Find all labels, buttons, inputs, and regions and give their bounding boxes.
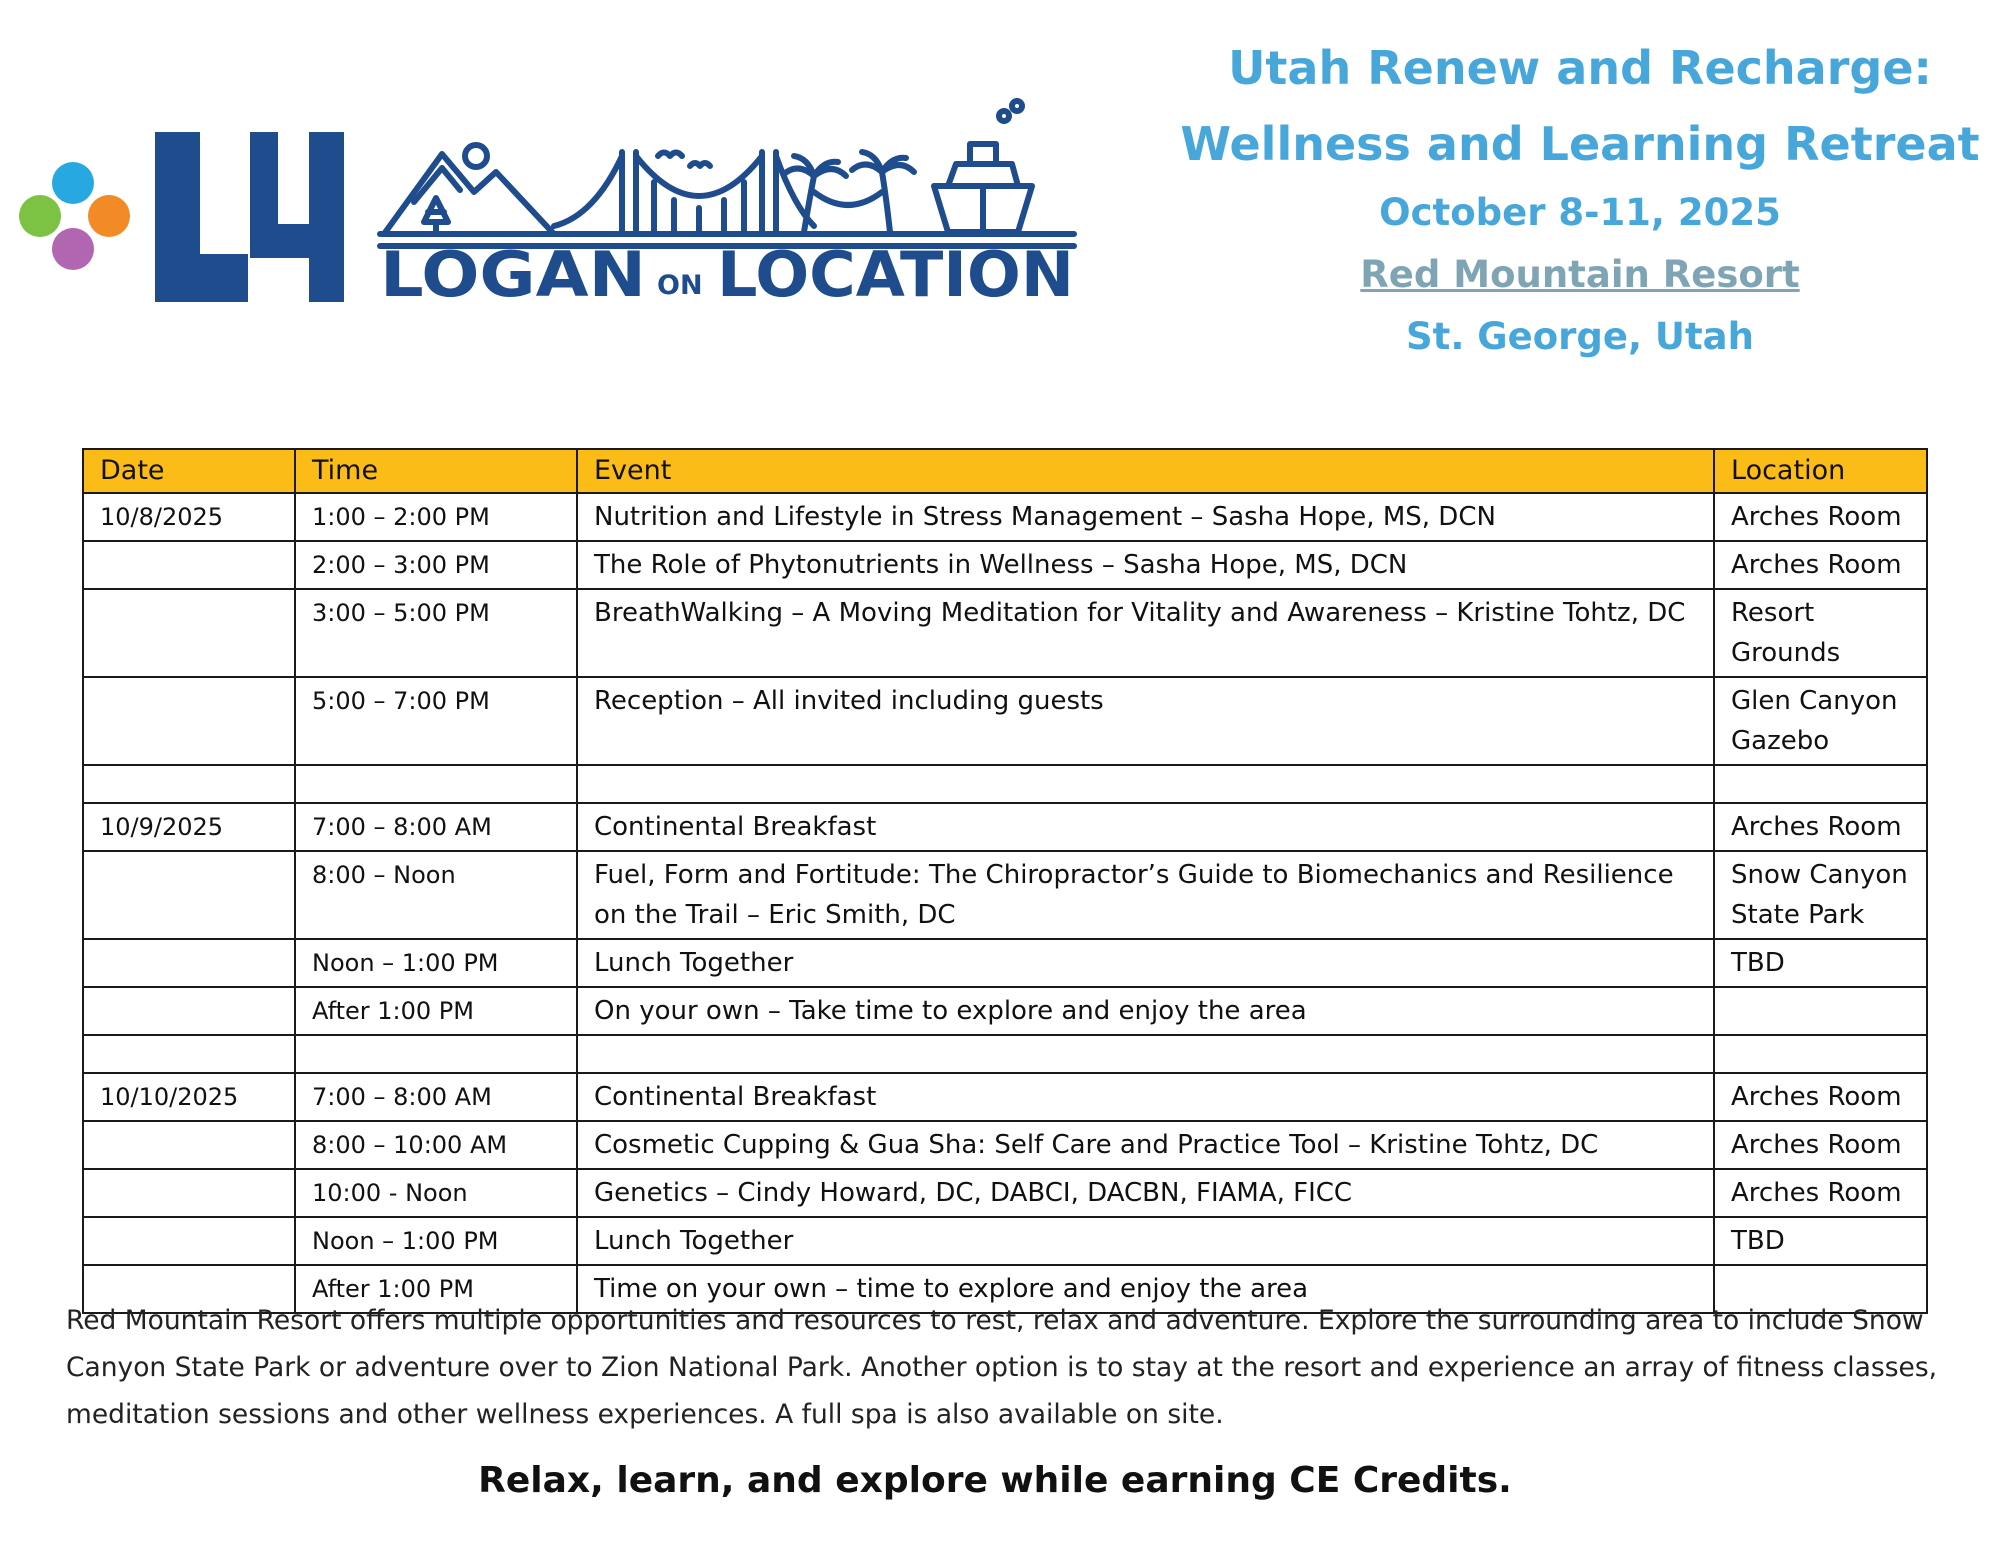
event-cell: Continental Breakfast (577, 1073, 1714, 1121)
time-cell: 7:00 – 8:00 AM (295, 803, 577, 851)
table-row (83, 803, 1927, 851)
pine-tree-icon (424, 198, 448, 232)
time-cell: 2:00 – 3:00 PM (295, 541, 577, 589)
schedule-header-row (83, 449, 1927, 493)
time-cell: 1:00 – 2:00 PM (295, 493, 577, 541)
purple-dot (52, 228, 94, 270)
time-cell (295, 1035, 577, 1073)
location-cell: Snow Canyon State Park (1714, 851, 1927, 939)
green-dot (19, 195, 61, 237)
date-cell (83, 677, 295, 765)
wordmark-logan: LOGAN (380, 238, 646, 311)
location-cell: Arches Room (1714, 803, 1927, 851)
table-row (83, 987, 1927, 1035)
event-cell: On your own – Take time to explore and enjoy the area (577, 987, 1714, 1035)
table-row (83, 939, 1927, 987)
date-cell (83, 987, 295, 1035)
column-header-location: Location (1714, 449, 1927, 493)
event-cell: Continental Breakfast (577, 803, 1714, 851)
table-row (83, 1169, 1927, 1217)
table-row (83, 493, 1927, 541)
date-cell: 10/9/2025 (83, 803, 295, 851)
location-cell: Arches Room (1714, 541, 1927, 589)
event-cell: BreathWalking – A Moving Meditation for Vitality and Awareness – Kristine Tohtz, DC (577, 589, 1714, 677)
logan-on-location-logo (14, 86, 1104, 316)
event-cell: Lunch Together (577, 1217, 1714, 1265)
venue-link[interactable]: Red Mountain Resort (1360, 253, 1800, 296)
table-row (83, 1073, 1927, 1121)
location-cell: Glen Canyon Gazebo (1714, 677, 1927, 765)
event-dates: October 8-11, 2025 (1379, 191, 1781, 234)
event-cell: Fuel, Form and Fortitude: The Chiropractor’s Guide to Biomechanics and Resilience on the Trail – Eric Smith, DC (577, 851, 1714, 939)
location-cell (1714, 1035, 1927, 1073)
table-row (83, 1035, 1927, 1073)
time-cell: 5:00 – 7:00 PM (295, 677, 577, 765)
column-header-date: Date (83, 449, 295, 493)
event-title-line1: Utah Renew and Recharge: (1228, 41, 1932, 95)
location-cell: Arches Room (1714, 1169, 1927, 1217)
date-cell (83, 1217, 295, 1265)
table-row (83, 589, 1927, 677)
palm-tree-icon (784, 152, 914, 232)
event-cell: Reception – All invited including guests (577, 677, 1714, 765)
date-cell (83, 765, 295, 803)
scene-line-art (380, 101, 1074, 246)
event-cell: The Role of Phytonutrients in Wellness – Sasha Hope, MS, DCN (577, 541, 1714, 589)
date-cell: 10/8/2025 (83, 493, 295, 541)
date-cell (83, 939, 295, 987)
event-cell: Nutrition and Lifestyle in Stress Management – Sasha Hope, MS, DCN (577, 493, 1714, 541)
table-row (83, 851, 1927, 939)
wordmark-on: ON (657, 270, 703, 301)
event-cell: Genetics – Cindy Howard, DC, DABCI, DACBN, FIAMA, FICC (577, 1169, 1714, 1217)
location-cell (1714, 987, 1927, 1035)
hammock-icon (814, 192, 882, 205)
date-cell (83, 589, 295, 677)
location-cell: Arches Room (1714, 1121, 1927, 1169)
event-cell: Lunch Together (577, 939, 1714, 987)
blue-dot (52, 162, 94, 204)
location-cell: Arches Room (1714, 1073, 1927, 1121)
column-header-event: Event (577, 449, 1714, 493)
time-cell: Noon – 1:00 PM (295, 939, 577, 987)
time-cell: 7:00 – 8:00 AM (295, 1073, 577, 1121)
resort-description: Red Mountain Resort offers multiple opportunities and resources to rest, relax and adventure. Explore the surrounding area to include Snow Canyon State Park or adventure over to Zion National Park. Another option is to stay at the resort and experience an array of fitness classes, meditation sessions and other wellness experiences. A full spa is also available on site. (66, 1305, 1938, 1430)
time-cell: Noon – 1:00 PM (295, 1217, 577, 1265)
time-cell: 10:00 - Noon (295, 1169, 577, 1217)
table-row (83, 765, 1927, 803)
schedule-table (82, 448, 1928, 1314)
column-header-time: Time (295, 449, 577, 493)
orange-dot (88, 195, 130, 237)
cruise-ship-icon (934, 101, 1032, 232)
sun-icon (465, 145, 487, 167)
bridge-icon (554, 152, 814, 234)
four-dots-icon (19, 162, 130, 270)
event-cell (577, 1035, 1714, 1073)
event-header (1180, 30, 1980, 368)
time-cell (295, 765, 577, 803)
location-cell: TBD (1714, 1217, 1927, 1265)
location-cell (1714, 765, 1927, 803)
event-cell (577, 765, 1714, 803)
date-cell (83, 541, 295, 589)
event-city: St. George, Utah (1406, 315, 1754, 358)
date-cell (83, 1121, 295, 1169)
location-cell: Arches Room (1714, 493, 1927, 541)
event-cell: Time on your own – time to explore and enjoy the area (577, 1265, 1714, 1313)
event-cell: Cosmetic Cupping & Gua Sha: Self Care and Practice Tool – Kristine Tohtz, DC (577, 1121, 1714, 1169)
time-cell: After 1:00 PM (295, 987, 577, 1035)
time-cell: 8:00 – Noon (295, 851, 577, 939)
l4-mark (155, 132, 344, 302)
table-row (83, 1217, 1927, 1265)
location-cell: TBD (1714, 939, 1927, 987)
event-title-line2: Wellness and Learning Retreat (1180, 117, 1980, 171)
date-cell (83, 1035, 295, 1073)
time-cell: 8:00 – 10:00 AM (295, 1121, 577, 1169)
tagline: Relax, learn, and explore while earning CE Credits. (478, 1460, 1512, 1501)
table-row (83, 541, 1927, 589)
time-cell: After 1:00 PM (295, 1265, 577, 1313)
table-row (83, 1121, 1927, 1169)
date-cell (83, 1169, 295, 1217)
table-row (83, 677, 1927, 765)
birds-icon (658, 153, 710, 167)
date-cell: 10/10/2025 (83, 1073, 295, 1121)
location-cell: Resort Grounds (1714, 589, 1927, 677)
wordmark-location: LOCATION (717, 238, 1074, 311)
time-cell: 3:00 – 5:00 PM (295, 589, 577, 677)
date-cell (83, 851, 295, 939)
